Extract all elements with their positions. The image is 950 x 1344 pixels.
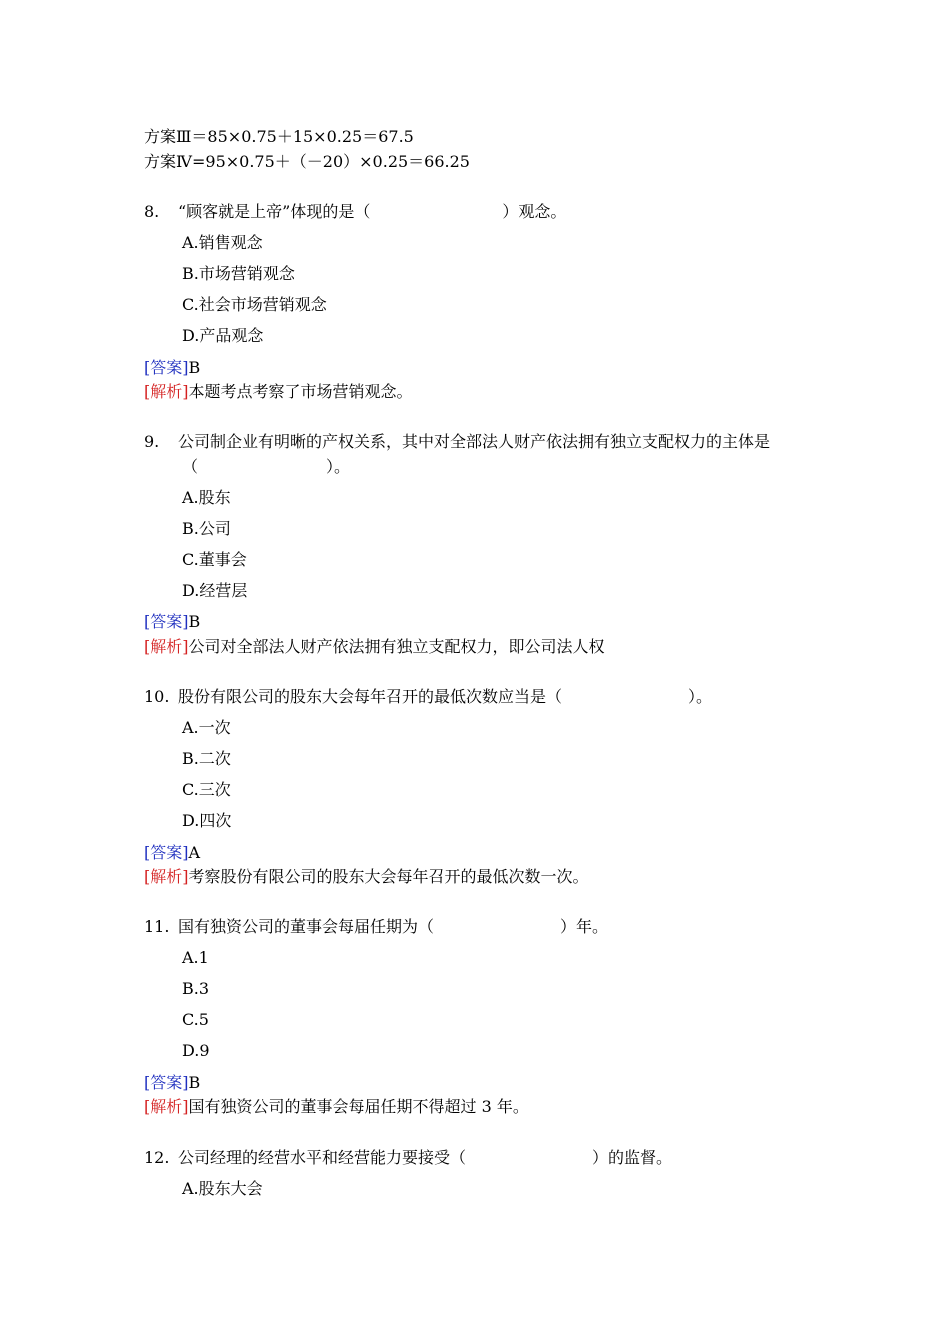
question-text: “顾客就是上帝”体现的是（ ）观念。: [178, 202, 567, 221]
option-d: D.9: [182, 1041, 210, 1060]
question-text: 公司经理的经营水平和经营能力要接受（ ）的监督。: [178, 1148, 673, 1167]
option-a: A.股东大会: [182, 1179, 263, 1198]
question-text: 国有独资公司的董事会每届任期为（ ）年。: [178, 917, 609, 936]
option-a: A.1: [182, 948, 209, 967]
question-number: 10.: [144, 687, 170, 706]
option-c: C.社会市场营销观念: [182, 295, 327, 314]
analysis-text: 考察股份有限公司的股东大会每年召开的最低次数一次。: [188, 867, 589, 886]
option-d: D.产品观念: [182, 326, 264, 345]
analysis-tag: [解析]: [144, 382, 189, 401]
analysis-tag: [解析]: [144, 1097, 189, 1116]
option-c: C.三次: [182, 780, 231, 799]
analysis-tag: [解析]: [144, 637, 189, 656]
option-a: A.一次: [182, 718, 231, 737]
analysis-tag: [解析]: [144, 867, 189, 886]
answer-line: [144, 611, 200, 633]
analysis-text: 国有独资公司的董事会每届任期不得超过 3 年。: [188, 1097, 529, 1116]
option-a: A.销售观念: [182, 233, 263, 252]
option-a: A.股东: [182, 488, 231, 507]
question-number: 11.: [144, 917, 170, 936]
option-b: B.市场营销观念: [182, 264, 295, 283]
question-number: 9.: [144, 432, 160, 451]
option-c: C.董事会: [182, 550, 247, 569]
analysis-text: 本题考点考察了市场营销观念。: [188, 382, 413, 401]
answer-value: B: [188, 358, 201, 377]
option-b: B.公司: [182, 519, 231, 538]
question-number: 12.: [144, 1148, 170, 1167]
analysis-line: [144, 381, 413, 403]
question-text-line-2: （ ）。: [182, 457, 351, 476]
question-number: 8.: [144, 202, 160, 221]
answer-line: [144, 842, 200, 864]
question-text: 股份有限公司的股东大会每年召开的最低次数应当是（ ）。: [178, 687, 713, 706]
calc-line-plan-3: 方案Ⅲ＝85×0.75＋15×0.25＝67.5: [144, 127, 414, 146]
analysis-line: [144, 636, 605, 658]
answer-value: A: [188, 843, 201, 862]
answer-tag: [答案]: [144, 612, 189, 631]
answer-value: B: [188, 612, 201, 631]
analysis-line: [144, 1096, 529, 1118]
calc-line-plan-4: 方案Ⅳ=95×0.75＋（－20）×0.25＝66.25: [144, 152, 470, 171]
answer-tag: [答案]: [144, 843, 189, 862]
answer-line: [144, 1072, 200, 1094]
answer-line: [144, 357, 200, 379]
answer-tag: [答案]: [144, 358, 189, 377]
question-text-line-1: 公司制企业有明晰的产权关系，其中对全部法人财产依法拥有独立支配权力的主体是: [178, 432, 771, 451]
option-b: B.二次: [182, 749, 231, 768]
option-d: D.四次: [182, 811, 232, 830]
analysis-text: 公司对全部法人财产依法拥有独立支配权力，即公司法人权: [188, 637, 605, 656]
option-d: D.经营层: [182, 581, 248, 600]
option-b: B.3: [182, 979, 210, 998]
answer-value: B: [188, 1073, 201, 1092]
option-c: C.5: [182, 1010, 209, 1029]
answer-tag: [答案]: [144, 1073, 189, 1092]
analysis-line: [144, 866, 589, 888]
